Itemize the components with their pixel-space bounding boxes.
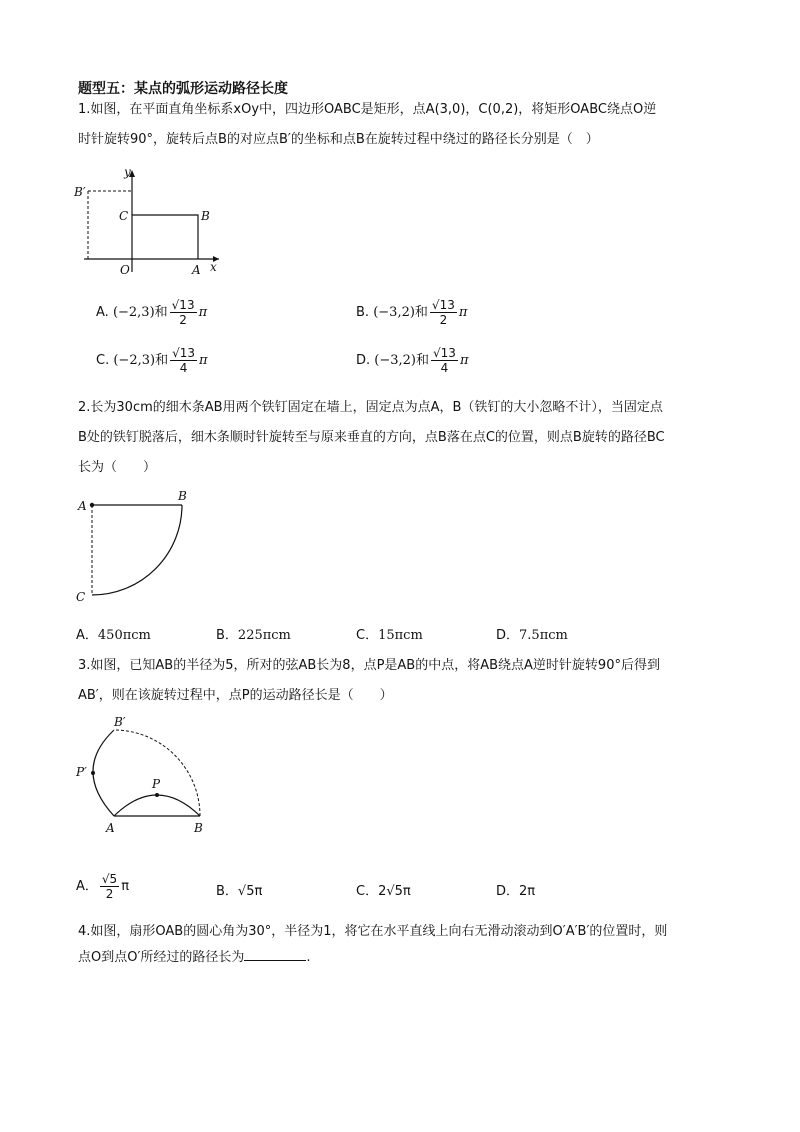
label-b: B: [201, 209, 210, 223]
q3-stem-line1: 3.如图，已知AB的半径为5，所对的弦AB长为8，点P是AB的中点，将AB绕点A逆时针旋转90°后得到: [78, 658, 660, 673]
option-letter: C．: [356, 884, 379, 899]
label-a: A: [106, 821, 115, 835]
label-a: A: [192, 263, 201, 277]
label-c: C: [76, 590, 86, 604]
q2-option-b[interactable]: [216, 624, 291, 643]
fraction-numerator: √13: [433, 346, 456, 360]
label-c: C: [119, 209, 129, 223]
q2-figure: [72, 485, 202, 607]
option-text: 7.5πcm: [519, 628, 568, 643]
option-letter: B.: [356, 305, 370, 320]
option-coord: (−2,3)和: [113, 353, 169, 368]
fraction-denominator: 2: [439, 313, 448, 327]
q4-stem-line2: [78, 948, 311, 968]
q1-stem-line2: 时针旋转90°，旋转后点B的对应点B′的坐标和点B在旋转过程中绕过的路径长分别是（ ）: [78, 132, 599, 147]
q4-stem-line1: 4.如图，扇形OAB的圆心角为30°，半径为1，将它在水平直线上向右无滑动滚动到O′A′B′的位置时，则: [78, 924, 668, 939]
fraction-numerator: √13: [171, 298, 195, 312]
pi-symbol: π: [199, 353, 208, 368]
option-text: 2√5π: [378, 884, 411, 899]
arc-bc: [92, 505, 182, 595]
rotation-path-dashed: [114, 730, 200, 816]
option-coord: (−2,3)和: [112, 305, 168, 320]
point-p-icon: [155, 793, 159, 797]
option-letter: B．: [216, 884, 238, 899]
q3-figure: [72, 712, 217, 840]
fraction-denominator: 4: [179, 361, 188, 375]
q3-stem-line2: AB′，则在该旋转过程中，点P的运动路径长是（ ）: [78, 688, 393, 703]
q4-stem-end: .: [306, 950, 311, 965]
label-b-prime: B′: [114, 715, 126, 729]
q1-option-d[interactable]: [356, 346, 468, 375]
fraction-numerator: √13: [172, 346, 195, 360]
option-fraction: [430, 298, 457, 327]
label-p: P: [152, 777, 161, 791]
fraction-denominator: 4: [440, 361, 449, 375]
option-letter: A．: [76, 628, 98, 643]
option-coord: (−3,2)和: [374, 353, 430, 368]
q1-option-c[interactable]: [96, 346, 208, 375]
section-title: 题型五：某点的弧形运动路径长度: [78, 81, 288, 97]
q2-option-a[interactable]: [76, 624, 151, 643]
option-letter: D.: [356, 353, 371, 368]
pi-symbol: π: [458, 305, 468, 320]
q3-option-c[interactable]: [356, 880, 411, 899]
q1-figure: [74, 166, 224, 278]
pi-symbol: π: [198, 305, 208, 320]
option-text: 225πcm: [237, 628, 291, 643]
fraction-denominator: 2: [179, 313, 187, 327]
q3-option-b[interactable]: [216, 880, 262, 899]
label-o: O: [120, 263, 130, 277]
label-a: A: [78, 499, 87, 513]
q1-option-b[interactable]: [356, 298, 467, 327]
q3-option-d[interactable]: [496, 880, 535, 899]
label-b: B: [178, 489, 187, 503]
label-x: x: [210, 260, 217, 274]
option-letter: C．: [356, 628, 379, 643]
pin-a-icon: [90, 503, 94, 507]
q2-stem-line2: B处的铁钉脱落后，细木条顺时针旋转至与原来垂直的方向，点B落在点C的位置，则点B旋转的路径BC: [78, 430, 665, 445]
rectangle-oabc: [132, 215, 198, 259]
pi-symbol: π: [459, 353, 469, 368]
q3-option-a[interactable]: [76, 872, 129, 901]
fraction-numerator: √5: [101, 872, 118, 886]
option-fraction: [431, 346, 458, 375]
q2-stem-line1: 2.长为30cm的细木条AB用两个铁钉固定在墙上，固定点为点A，B（铁钉的大小忽略不计），当固定点: [78, 400, 663, 415]
option-fraction: [100, 872, 119, 901]
option-letter: A．: [76, 879, 98, 894]
q2-option-c[interactable]: [356, 624, 423, 643]
option-text: √5π: [237, 884, 263, 899]
option-text: 450πcm: [97, 628, 151, 643]
arc-ab: [114, 795, 200, 816]
option-fraction: [170, 346, 197, 375]
option-fraction: [170, 298, 197, 327]
option-text: 15πcm: [378, 628, 423, 643]
q2-stem-line3: 长为（ ）: [78, 460, 157, 475]
q2-option-d[interactable]: [496, 624, 568, 643]
label-y: y: [124, 166, 131, 179]
option-letter: A.: [96, 305, 109, 320]
label-p-prime: P′: [76, 765, 87, 779]
answer-blank[interactable]: [244, 948, 306, 961]
option-letter: D．: [496, 628, 520, 643]
q1-stem-line1: 1.如图，在平面直角坐标系xOy中，四边形OABC是矩形，点A(3,0)，C(0,2)，将矩形OABC绕点O逆: [78, 102, 657, 117]
label-b: B: [194, 821, 203, 835]
option-letter: D．: [496, 884, 520, 899]
q1-option-a[interactable]: [96, 298, 207, 327]
option-text: 2π: [519, 884, 536, 899]
option-coord: (−3,2)和: [373, 305, 428, 320]
arc-ab-prime: [93, 730, 114, 816]
fraction-denominator: 2: [105, 887, 114, 901]
option-letter: C.: [96, 353, 110, 368]
fraction-numerator: √13: [431, 298, 455, 312]
label-b-prime: B′: [74, 185, 86, 199]
option-letter: B．: [216, 628, 238, 643]
point-p-prime-icon: [91, 771, 95, 775]
q4-stem-text: 点O到点O′所经过的路径长为: [78, 950, 245, 965]
pi-symbol: π: [121, 879, 130, 894]
